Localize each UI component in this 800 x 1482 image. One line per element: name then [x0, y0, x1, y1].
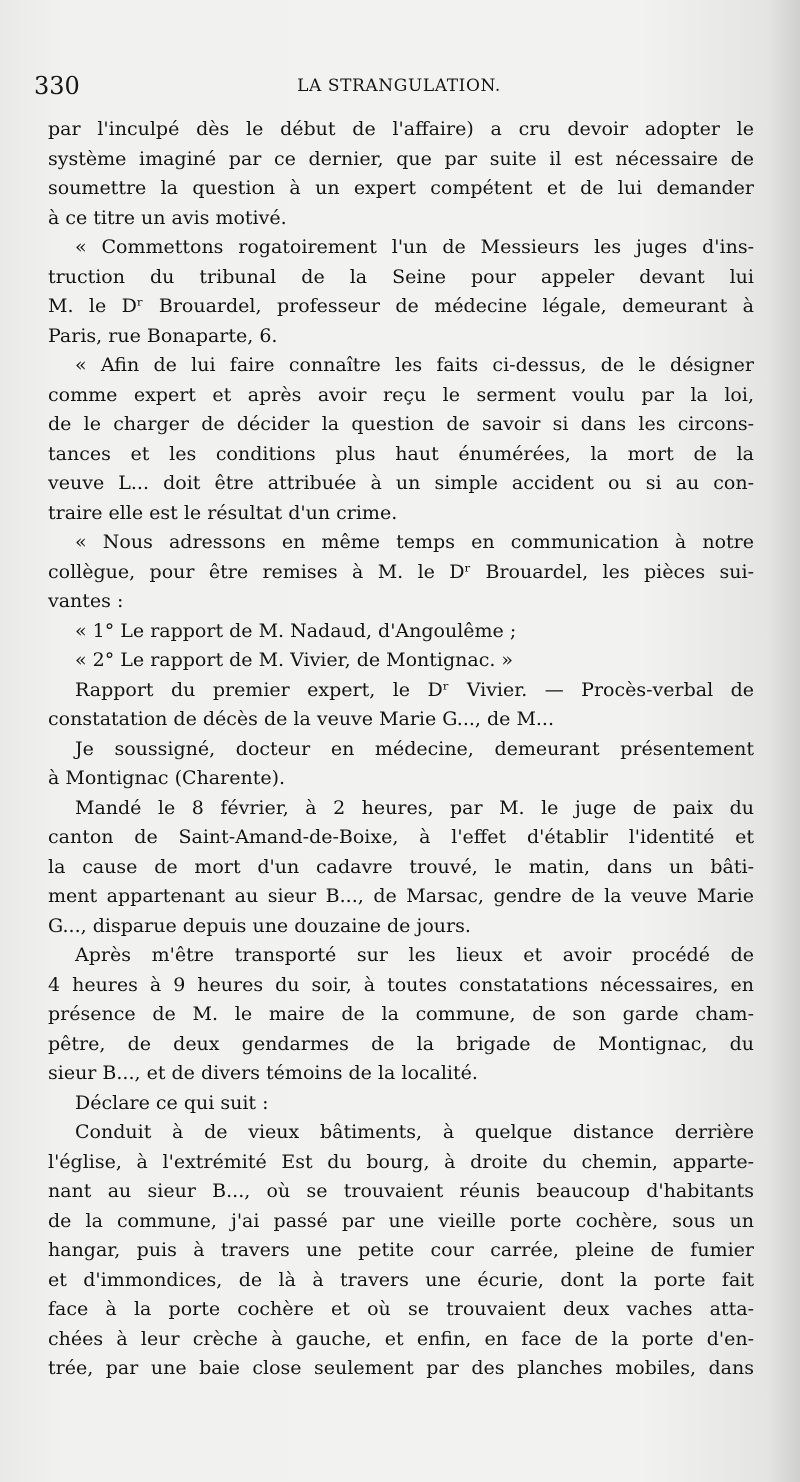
text-line: collègue, pour être remises à M. le Dʳ Brouardel, les pièces sui- — [48, 560, 754, 583]
text-line: trée, par une baie close seulement par des planches mobiles, dans — [48, 1357, 754, 1379]
body-text — [48, 115, 754, 1384]
text-line: hangar, puis à travers une petite cour carrée, pleine de fumier — [48, 1239, 754, 1261]
text-line: Rapport du premier expert, le Dʳ Vivier. — Procès-verbal de — [75, 678, 754, 701]
text-line: de le charger de décider la question de savoir si dans les circons- — [48, 413, 754, 435]
text-line: 4 heures à 9 heures du soir, à toutes constatations nécessaires, en — [48, 973, 754, 996]
text-line: G..., disparue depuis une douzaine de jours. — [48, 914, 471, 937]
text-line: et d'immondices, de là à travers une écurie, dont la porte fait — [48, 1268, 754, 1291]
text-line: « Nous adressons en même temps en communication à notre — [75, 531, 754, 553]
text-line: « 2° Le rapport de M. Vivier, de Montignac. » — [75, 649, 514, 671]
text-line: truction du tribunal de la Seine pour appeler devant lui — [48, 265, 754, 288]
text-line: pêtre, de deux gendarmes de la brigade de Montignac, du — [48, 1032, 754, 1055]
text-line: canton de Saint-Amand-de-Boixe, à l'effet d'établir l'identité et — [48, 826, 754, 848]
text-line: à Montignac (Charente). — [48, 767, 286, 789]
page-header — [34, 72, 764, 108]
text-line: tances et les conditions plus haut énumérées, la mort de la — [48, 442, 754, 465]
text-line: traire elle est le résultat d'un crime. — [48, 501, 398, 524]
text-line: constatation de décès de la veuve Marie G..., de M... — [48, 708, 555, 730]
text-line: Après m'être transporté sur les lieux et avoir procédé de — [75, 944, 754, 966]
text-line: « Afin de lui faire connaître les faits ci-dessus, de le désigner — [75, 354, 754, 376]
text-line: la cause de mort d'un cadavre trouvé, le matin, dans un bâti- — [48, 855, 754, 878]
text-line: M. le Dʳ Brouardel, professeur de médecine légale, demeurant à — [48, 295, 754, 317]
text-line: nant au sieur B..., où se trouvaient réunis beaucoup d'habitants — [48, 1180, 754, 1202]
text-line: l'église, à l'extrémité Est du bourg, à droite du chemin, apparte- — [48, 1150, 754, 1173]
text-line: face à la porte cochère et où se trouvaient deux vaches atta- — [48, 1298, 754, 1320]
text-line: à ce titre un avis motivé. — [48, 206, 287, 229]
text-line: vantes : — [48, 590, 124, 612]
text-line: Conduit à de vieux bâtiments, à quelque distance derrière — [75, 1121, 754, 1143]
text-line: Déclare ce qui suit : — [75, 1091, 269, 1114]
text-line: veuve L... doit être attribuée à un simple accident ou si au con- — [48, 472, 754, 494]
text-line: ment appartenant au sieur B..., de Marsac, gendre de la veuve Marie — [48, 885, 754, 907]
page-number: 330 — [34, 72, 80, 100]
text-line: par l'inculpé dès le début de l'affaire) a cru devoir adopter le — [48, 118, 754, 140]
text-line: de la commune, j'ai passé par une vieille porte cochère, sous un — [48, 1209, 754, 1232]
text-line: sieur B..., et de divers témoins de la localité. — [48, 1062, 478, 1084]
text-line: chées à leur crèche à gauche, et enfin, en face de la porte d'en- — [48, 1327, 754, 1350]
text-line: comme expert et après avoir reçu le serment voulu par la loi, — [48, 383, 754, 406]
text-line: Mandé le 8 février, à 2 heures, par M. le juge de paix du — [75, 796, 754, 819]
text-line: Je soussigné, docteur en médecine, demeurant présentement — [75, 737, 754, 760]
text-line: « 1° Le rapport de M. Nadaud, d'Angoulême ; — [75, 619, 517, 642]
text-line: soumettre la question à un expert compétent et de lui demander — [48, 177, 754, 199]
text-line: système imaginé par ce dernier, que par suite il est nécessaire de — [48, 147, 754, 170]
text-line: « Commettons rogatoirement l'un de Messieurs les juges d'ins- — [75, 236, 754, 258]
running-title: LA STRANGULATION. — [297, 76, 501, 96]
text-line: présence de M. le maire de la commune, de son garde cham- — [48, 1003, 754, 1025]
text-line: Paris, rue Bonaparte, 6. — [48, 324, 278, 347]
